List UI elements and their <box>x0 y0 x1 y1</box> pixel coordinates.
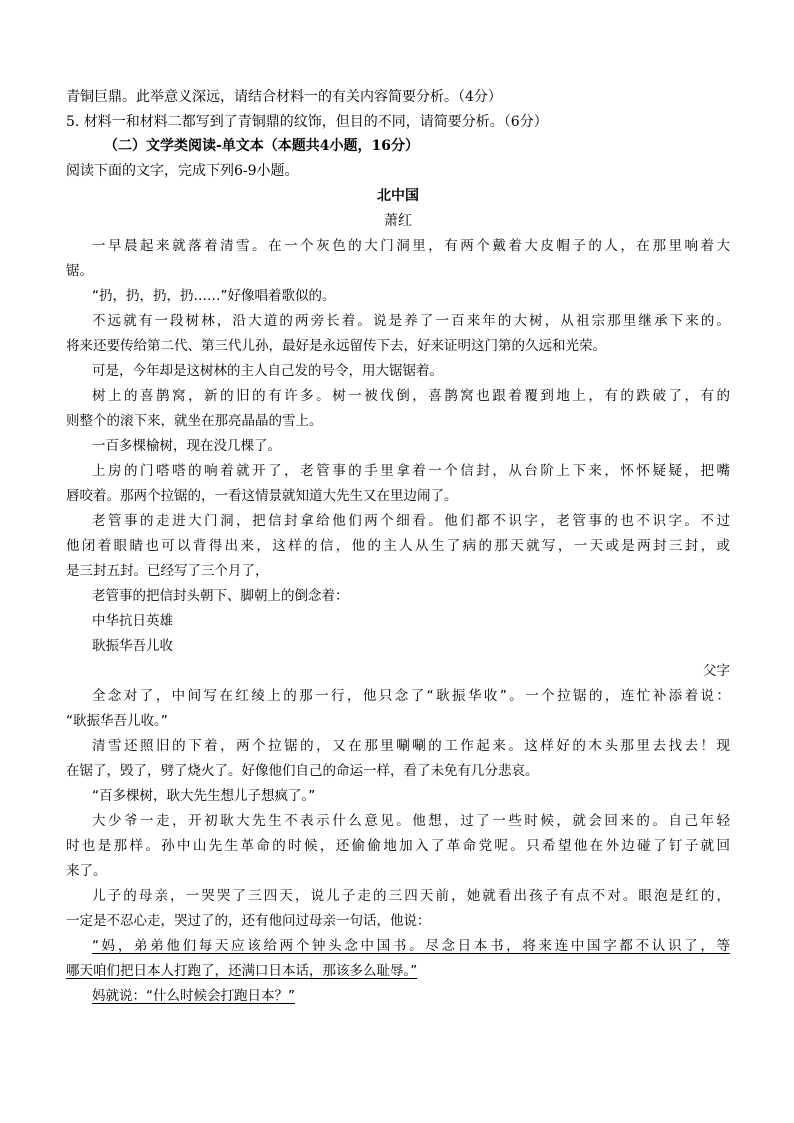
paragraph-line: 时也是那样。孙中山先生革命的时候，还偷偷地加入了革命党呢。只希望他在外边碰了钉子就回 <box>66 838 730 854</box>
paragraph-line: 全念对了，中间写在红绫上的那一行，他只念了“耿振华收”。一个拉锯的，连忙补添着说： <box>92 688 730 704</box>
paragraph-line: 儿子的母亲，一哭哭了三四天，说儿子走的三四天前，她就看出孩子有点不对。眼泡是红的， <box>92 888 730 904</box>
letter-line: 耿振华吾儿收 <box>92 638 173 654</box>
underlined-quote-line: “妈，弟弟他们每天应该给两个钟头念中国书。尽念日本书，将来连中国字都不认识了，等 <box>92 938 730 954</box>
paragraph-line: 一百多棵榆树，现在没几棵了。 <box>92 438 281 454</box>
underlined-dialogue: 妈就说：“什么时候会打跑日本？” <box>92 988 295 1004</box>
paragraph-line: 是三封五封。已经写了三个月了， <box>66 563 269 579</box>
underlined-quote-text: 哪天咱们把日本人打跑了，还满口日本话，那该多么耻辱。” <box>66 963 418 979</box>
paragraph-line: “扔，扔，扔，扔……”好像唱着歌似的。 <box>92 288 336 304</box>
paragraph-line: 他闭着眼睛也可以背得出来，这样的信，他的主人从生了病的那天就写，一天或是两封三封，或 <box>66 538 730 554</box>
paragraph-line: 大少爷一走，开初耿大先生不表示什么意见。他想，过了一些时候，就会回来的。自己年轻 <box>92 813 730 829</box>
paragraph-line: 老管事的把信封头朝下、脚朝上的倒念着： <box>92 588 349 604</box>
section-heading: （二）文学类阅读-单文本（本题共4小题，16分） <box>104 138 420 154</box>
paragraph-line: 清雪还照旧的下着，两个拉锯的，又在那里唰唰的工作起来。这样好的木头那里去找去！现 <box>92 738 730 754</box>
paragraph-line: 将来还要传给第二代、第三代儿孙，最好是永远留传下去，好来证明这门第的久远和光荣。 <box>66 338 606 354</box>
question-5: 5. 材料一和材料二都写到了青铜鼎的纹饰，但目的不同，请简要分析。（6分） <box>66 114 548 130</box>
paragraph-line: 唇咬着。那两个拉锯的，一看这情景就知道大先生又在里边闹了。 <box>66 488 458 504</box>
article-title: 北中国 <box>377 188 419 204</box>
paragraph-line: 一早晨起来就落着清雪。在一个灰色的大门洞里，有两个戴着大皮帽子的人，在那里响着大 <box>92 238 730 254</box>
paragraph-line: 可是，今年却是这树林的主人自己发的号令，用大锯锯着。 <box>92 363 443 379</box>
underlined-quote-line <box>66 961 730 981</box>
paragraph-line: 一定是不忍心走，哭过了的，还有他问过母亲一句话，他说： <box>66 913 431 929</box>
paragraph-line: “耿振华吾儿收。” <box>66 713 168 729</box>
paragraph-line <box>92 986 730 1006</box>
letter-line: 中华抗日英雄 <box>92 613 173 629</box>
letter-signature: 父字 <box>703 663 730 679</box>
paragraph-line: 树上的喜鹊窝，新的旧的有许多。树一被伐倒，喜鹊窝也跟着覆到地上，有的跌破了，有的 <box>92 388 730 404</box>
instruction-text: 阅读下面的文字，完成下列6-9小题。 <box>66 163 299 179</box>
article-author: 萧红 <box>384 213 412 229</box>
paragraph-line: 锯。 <box>66 263 93 279</box>
paragraph-line: 老管事的走进大门洞，把信封拿给他们两个细看。他们都不识字，老管事的也不识字。不过 <box>92 513 730 529</box>
paragraph-line: 则整个的滚下来，就坐在那亮晶晶的雪上。 <box>66 413 323 429</box>
paragraph-line: “百多棵树，耿大先生想儿子想疯了。” <box>92 788 316 804</box>
paragraph-line: 在锯了，毁了，劈了烧火了。好像他们自己的命运一样，看了未免有几分悲哀。 <box>66 763 539 779</box>
paragraph-line: 上房的门嗒嗒的响着就开了，老管事的手里拿着一个信封，从台阶上下来，怀怀疑疑，把嘴 <box>92 463 730 479</box>
question-4-tail: 青铜巨鼎。此举意义深远，请结合材料一的有关内容简要分析。（4分） <box>66 89 502 105</box>
paragraph-line: 来了。 <box>66 863 107 879</box>
paragraph-line: 不远就有一段树林，沿大道的两旁长着。说是养了一百来年的大树，从祖宗那里继承下来的。 <box>92 313 730 329</box>
